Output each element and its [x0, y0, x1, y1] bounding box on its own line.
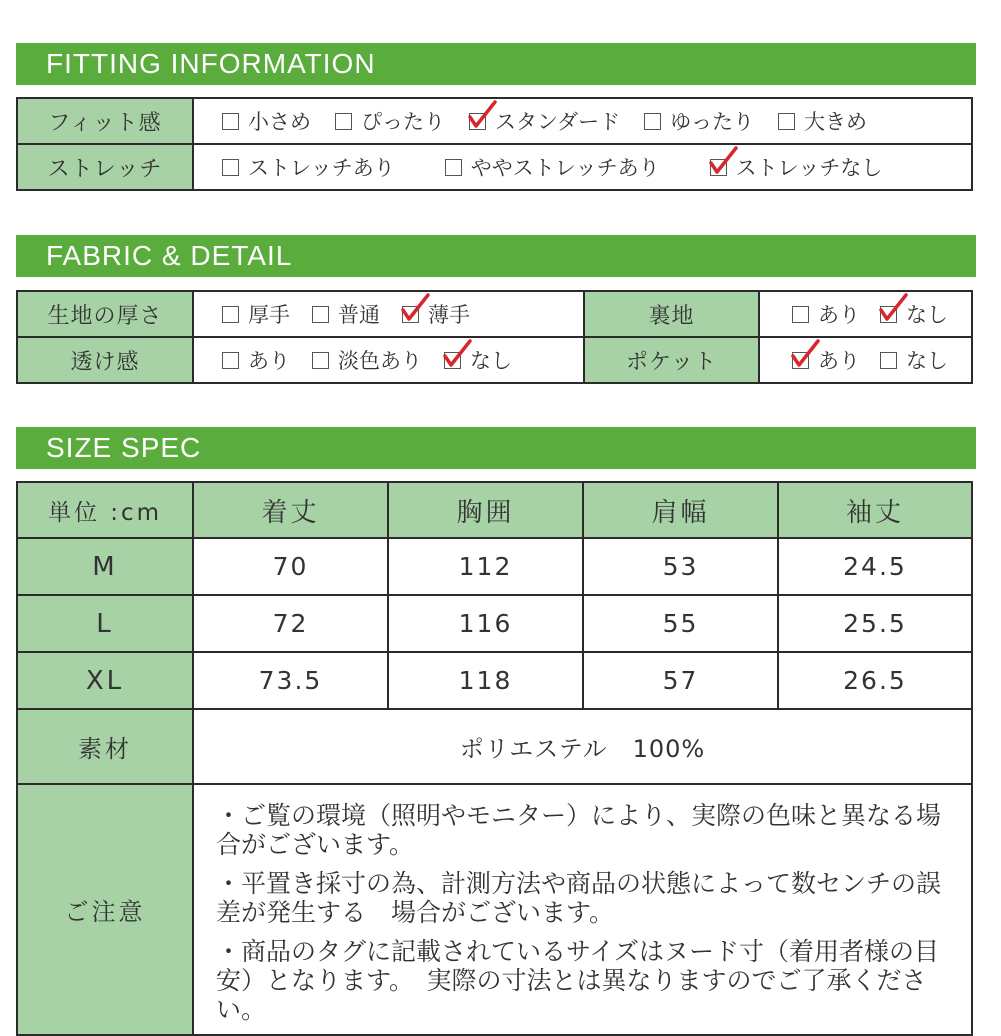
- checkbox-label: ぴったり: [361, 110, 445, 134]
- checkbox-label: 薄手: [428, 303, 470, 327]
- size-label: L: [17, 595, 193, 652]
- fit-label: フィット感: [17, 98, 193, 144]
- checkbox-label: なし: [906, 303, 948, 327]
- size-value: 118: [388, 652, 583, 709]
- checkbox-option: [710, 152, 883, 182]
- table-row: [17, 595, 972, 652]
- checkbox-option: [312, 299, 380, 329]
- fitting-row: [17, 98, 972, 144]
- checkbox-option: [444, 345, 512, 375]
- checkbox-label: あり: [248, 349, 290, 373]
- column-header: 着丈: [193, 482, 388, 538]
- checkbox-icon: [222, 113, 239, 130]
- notes-label: ご注意: [17, 784, 193, 1035]
- size-table: [16, 481, 973, 1036]
- checkbox-option: [445, 152, 660, 182]
- size-value: 25.5: [778, 595, 972, 652]
- size-label: XL: [17, 652, 193, 709]
- size-value: 26.5: [778, 652, 972, 709]
- column-header: 胸囲: [388, 482, 583, 538]
- checkbox-checked-icon: [880, 306, 897, 323]
- checkbox-option: [792, 345, 860, 375]
- sheerness-label: 透け感: [17, 337, 193, 383]
- checkbox-checked-icon: [792, 352, 809, 369]
- checkbox-label: 淡色あり: [338, 349, 422, 373]
- checkbox-checked-icon: [710, 159, 727, 176]
- size-value: 53: [583, 538, 778, 595]
- checkbox-label: 大きめ: [803, 110, 867, 134]
- checkbox-label: なし: [470, 349, 512, 373]
- checkbox-label: ストレッチあり: [248, 156, 395, 180]
- checkbox-icon: [792, 306, 809, 323]
- fabric-row: [17, 337, 972, 383]
- checkbox-checked-icon: [402, 306, 419, 323]
- checkbox-option: [222, 106, 311, 136]
- column-header: 袖丈: [778, 482, 972, 538]
- checkbox-label: なし: [906, 349, 948, 373]
- note-item: ・商品のタグに記載されているサイズはヌード寸（着用者様の目安）となります。 実際の寸法とは異なりますのでご了承ください。: [216, 937, 940, 1024]
- checkbox-checked-icon: [469, 113, 486, 130]
- notes-row: [17, 784, 972, 1035]
- fabric-section-header: FABRIC & DETAIL: [16, 235, 976, 277]
- checkbox-label: 小さめ: [248, 110, 311, 134]
- checkbox-label: ややストレッチあり: [470, 156, 660, 180]
- checkbox-label: あり: [818, 303, 860, 327]
- size-value: 73.5: [193, 652, 388, 709]
- size-section-header: SIZE SPEC: [16, 427, 976, 469]
- checkbox-icon: [312, 306, 329, 323]
- checkbox-icon: [312, 352, 329, 369]
- check-mark-icon: [791, 339, 821, 369]
- check-mark-icon: [401, 293, 431, 323]
- checkbox-option: [402, 299, 470, 329]
- size-value: 55: [583, 595, 778, 652]
- pocket-label: ポケット: [584, 337, 759, 383]
- checkbox-label: ストレッチなし: [735, 156, 883, 180]
- size-header-row: [17, 482, 972, 538]
- checkbox-label: スタンダード: [495, 110, 621, 134]
- stretch-options: [193, 144, 972, 190]
- check-mark-icon: [468, 100, 498, 130]
- material-row: [17, 709, 972, 784]
- checkbox-icon: [222, 159, 239, 176]
- size-value: 116: [388, 595, 583, 652]
- checkbox-option: [222, 152, 395, 182]
- checkbox-icon: [222, 306, 239, 323]
- fabric-table: [16, 290, 973, 384]
- checkbox-option: [778, 106, 867, 136]
- fit-options: [193, 98, 972, 144]
- checkbox-label: ゆったり: [670, 110, 754, 134]
- column-header: 肩幅: [583, 482, 778, 538]
- checkbox-icon: [778, 113, 795, 130]
- note-item: ・ご覧の環境（照明やモニター）により、実際の色味と異なる場合がございます。: [216, 801, 942, 859]
- thickness-options: [193, 291, 584, 337]
- size-value: 24.5: [778, 538, 972, 595]
- material-value: ポリエステル 100%: [193, 709, 972, 784]
- checkbox-option: [880, 345, 948, 375]
- checkbox-icon: [335, 113, 352, 130]
- checkbox-label: 普通: [338, 303, 380, 327]
- checkbox-icon: [880, 352, 897, 369]
- check-mark-icon: [443, 339, 473, 369]
- checkbox-label: あり: [818, 349, 860, 373]
- fitting-table: [16, 97, 973, 191]
- checkbox-option: [222, 299, 290, 329]
- checkbox-option: [644, 106, 754, 136]
- checkbox-option: [792, 299, 860, 329]
- checkbox-label: 厚手: [248, 303, 290, 327]
- check-mark-icon: [879, 293, 909, 323]
- checkbox-option: [312, 345, 422, 375]
- checkbox-icon: [222, 352, 239, 369]
- checkbox-option: [222, 345, 290, 375]
- unit-label: 単位 :cm: [17, 482, 193, 538]
- check-mark-icon: [709, 146, 739, 176]
- size-value: 70: [193, 538, 388, 595]
- pocket-options: [759, 337, 972, 383]
- table-row: [17, 538, 972, 595]
- checkbox-icon: [445, 159, 462, 176]
- checkbox-icon: [644, 113, 661, 130]
- fitting-row: [17, 144, 972, 190]
- lining-options: [759, 291, 972, 337]
- size-value: 57: [583, 652, 778, 709]
- thickness-label: 生地の厚さ: [17, 291, 193, 337]
- checkbox-checked-icon: [444, 352, 461, 369]
- size-value: 72: [193, 595, 388, 652]
- checkbox-option: [880, 299, 948, 329]
- sheerness-options: [193, 337, 584, 383]
- checkbox-option: [335, 106, 445, 136]
- fabric-row: [17, 291, 972, 337]
- table-row: [17, 652, 972, 709]
- lining-label: 裏地: [584, 291, 759, 337]
- checkbox-option: [469, 106, 620, 136]
- note-item: ・平置き採寸の為、計測方法や商品の状態によって数センチの誤差が発生する 場合がございます。: [216, 869, 942, 927]
- material-label: 素材: [17, 709, 193, 784]
- size-value: 112: [388, 538, 583, 595]
- size-label: M: [17, 538, 193, 595]
- stretch-label: ストレッチ: [17, 144, 193, 190]
- notes-cell: [193, 784, 972, 1035]
- fitting-section-header: FITTING INFORMATION: [16, 43, 976, 85]
